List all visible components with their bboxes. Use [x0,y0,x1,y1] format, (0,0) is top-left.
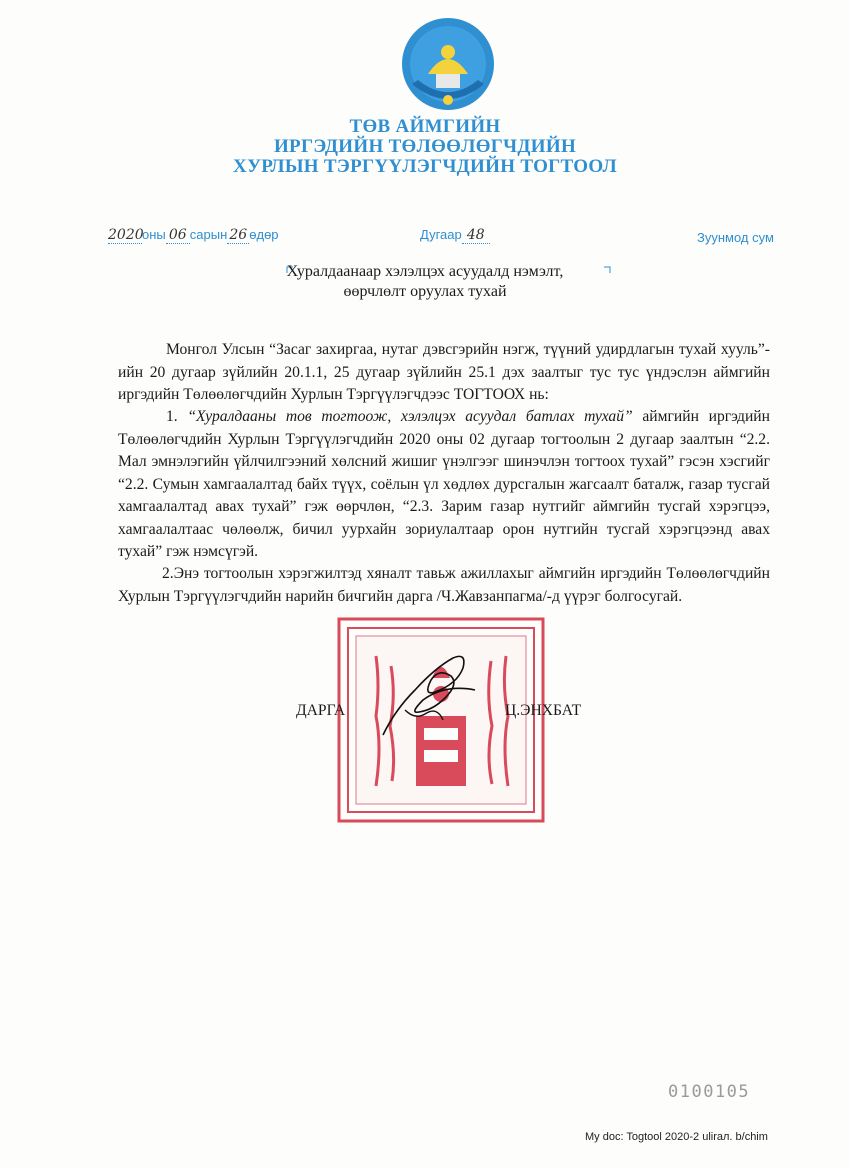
date-month: 06 [166,227,190,244]
date-day: 26 [227,227,249,244]
header-line-2: ИРГЭДИЙН ТӨЛӨӨЛӨГЧДИЙН [273,136,577,157]
signature-role: ДАРГА [296,702,346,719]
title-line-2: өөрчлөлт оруулах тухай [343,283,507,300]
number-value: 48 [462,227,490,244]
header-line-1: ТӨВ АЙМГИЙН [349,116,501,137]
state-emblem [398,14,498,114]
item-2-text: 2.Энэ тогтоолын хэрэгжилтэд хяналт тавьж ажиллахыг аймгийн иргэдийн Төлөөлөгчдийн Хурлын Тэргүүлэгчдийн нарийн бичгийн дарга /Ч.Жавзанпагма/-д үүрэг болгосугай. [118,565,770,605]
handwritten-signature [375,650,485,740]
date-year: 2020 [108,227,144,243]
item-1-rest: аймгийн иргэдийн Төлөөлөгчдийн Хурлын Тэргүүлэгчдийн 2020 оны 02 дугаар тогтоолын 2 дугаар заалтын “2.2. Мал эмнэлэгийн үйлчилгээний хөлсний жишиг үнэлгээг шинэчлэн тогтоох тухай” гэсэн хэсгийг “2.2. Сумын хамгаалалтад байх түүх, соёлын үл хөдлөх дурсгалын жагсаалт баталж, газар тусгай хамгаалалтад авах тухай” гэж өөрчлөн, “2.3. Зарим газар нутгийг аймгийн тусгай хэрэгцээ, хамгаалалтаас чөлөөлж, бичил уурхайн зориулалтаар орон нутгийн тусгай хэрэгцээнд авах тухай” гэж нэмсүгэй. [118,408,770,560]
date-field [108,226,279,244]
title-line-1: Хуралдаанаар хэлэлцэх асуудалд нэмэлт, [286,263,564,280]
intro-paragraph [118,339,770,407]
signature-name: Ц.ЭНХБАТ [505,702,582,719]
item-1-paragraph [118,406,770,564]
footer-doc-ref: My doc: Togtool 2020-2 ulirал. b/chim [585,1131,768,1143]
document-serial: 0100105 [668,1082,751,1102]
item-2-paragraph [118,563,770,608]
location: Зуунмод сум [697,230,774,245]
header-line-3: ХУРЛЫН ТЭРГҮҮЛЭГЧДИЙН ТОГТООЛ [233,156,617,177]
number-field [420,226,490,244]
date-day-suffix: өдөр [249,227,279,242]
intro-text: Монгол Улсын “Засаг захиргаа, нутаг дэвсгэрийн нэгж, түүний удирдлагын тухай хууль”-ийн 20 дугаар зүйлийн 20.1.1, 25 дугаар зүйлийн 25.1 дэх заалтыг тус тус үндэслэн аймгийн иргэдийн Төлөөлөгчдийн Хурлын Тэргүүлэгчдээс ТОГТООХ нь: [118,341,770,403]
item-1-italic: “Хуралдааны тов тогтоож, хэлэлцэх асуудал батлах тухай” [187,408,633,425]
number-label: Дугаар [420,227,462,242]
date-year-suffix: оны [142,227,166,242]
item-1-prefix: 1. [166,408,188,425]
date-month-suffix: сарын [189,227,228,242]
